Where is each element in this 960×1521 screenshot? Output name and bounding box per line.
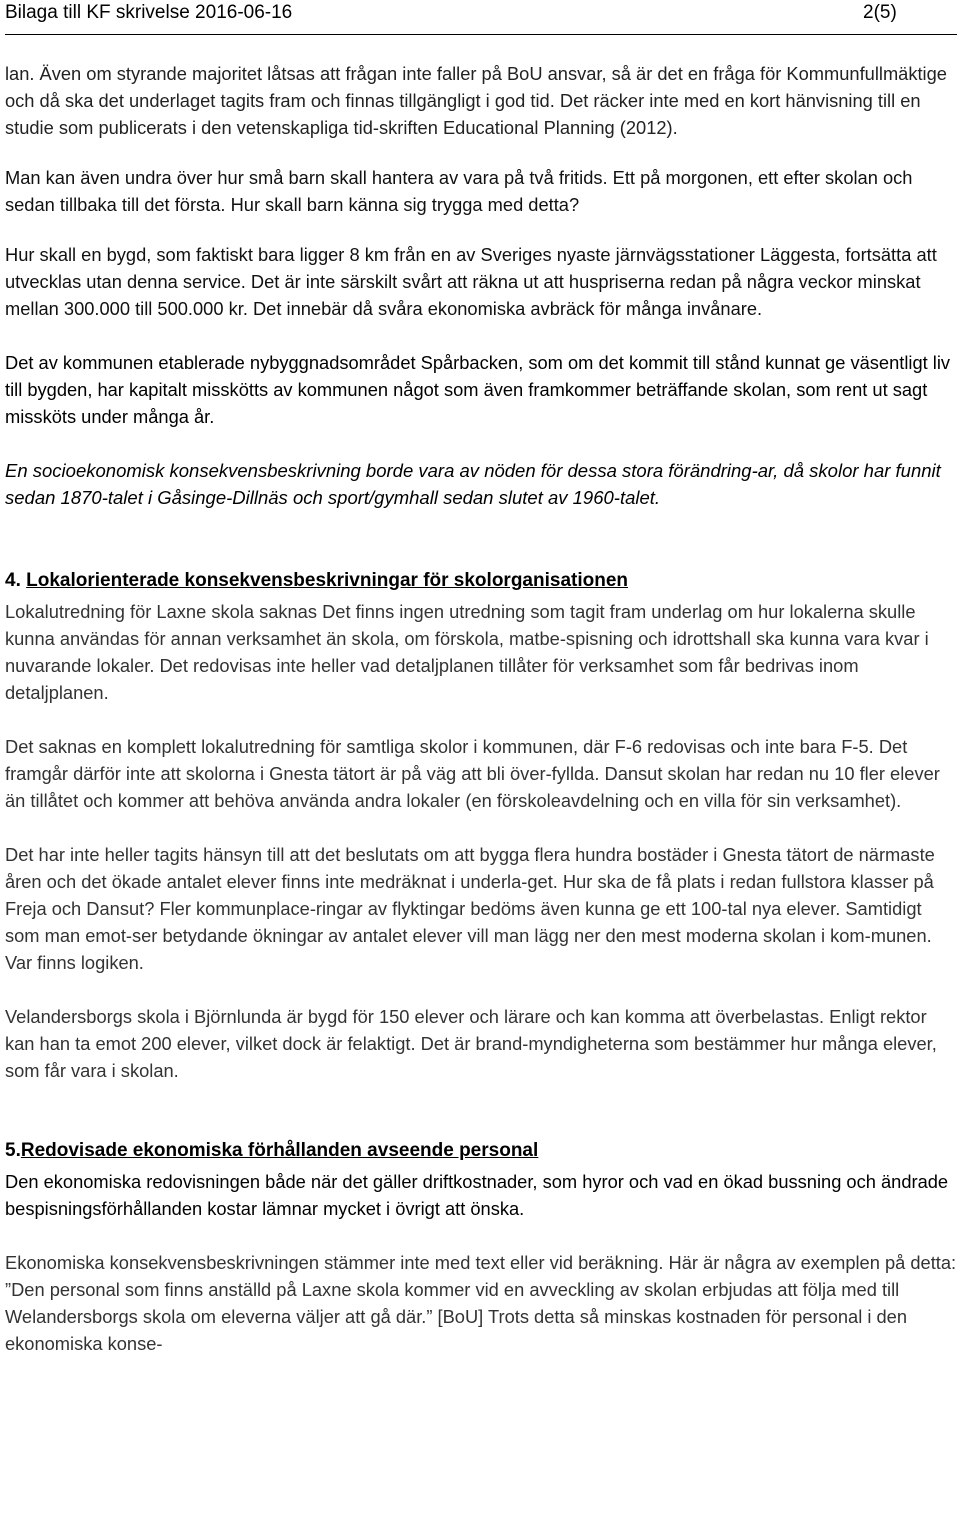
paragraph-9: Velandersborgs skola i Björnlunda är bygd för 150 elever och lärare och kan komma att överbelastas. Enligt rektor kan han ta emot 200 elever, vilket dock är felaktigt. Det är brand-myndigheterna som bestämmer hur många elever, som får vara i skolan.	[5, 1006, 937, 1081]
paragraph-2: Man kan även undra över hur små barn skall hantera av vara på två fritids. Ett på morgonen, ett efter skolan och sedan tillbaka till det första. Hur skall barn känna sig trygga med detta?	[5, 167, 913, 215]
page-header	[5, 0, 957, 35]
section-number: 4.	[5, 570, 21, 591]
section-heading-4	[5, 567, 957, 594]
section-number: 5.	[5, 1140, 21, 1161]
section-heading-5	[5, 1137, 957, 1164]
section-title: Lokalorienterade konsekvensbeskrivningar för skolorganisationen	[26, 570, 628, 591]
paragraph-5-italic: En socioekonomisk konsekvensbeskrivning borde vara av nöden för dessa stora förändring-ar, då skolor har funnit sedan 1870-talet i Gåsinge-Dillnäs och sport/gymhall sedan slutet av 1960-talet.	[5, 460, 941, 508]
page-number: 2(5)	[863, 2, 897, 23]
paragraph-8: Det har inte heller tagits hänsyn till att det beslutats om att bygga flera hundra bostäder i Gnesta tätort de närmaste åren och det ökade antalet elever finns inte medräknat i underla-get. Hur ska de få plats i redan fullstora klasser på Freja och Dansut? Fler kommunplace-ringar av flyktingar bedöms även kunna ge ett 100-tal nya elever. Samtidigt som man emot-ser betydande ökningar av antalet elever vill man lägg ner den mest moderna skolan i kom-munen. Var finns logiken.	[5, 844, 935, 973]
document-body	[5, 60, 957, 1357]
paragraph-11: Ekonomiska konsekvensbeskrivningen stämmer inte med text eller vid beräkning. Här är några av exemplen på detta: ”Den personal som finns anställd på Laxne skola kommer vid en avveckling av skolan erbjudas att följa med till Welandersborgs skola om eleverna väljer att gå där.” [BoU] Trots detta så minskas kostnaden för personal i den ekonomiska konse-	[5, 1252, 957, 1354]
paragraph-3: Hur skall en bygd, som faktiskt bara ligger 8 km från en av Sveriges nyaste järnvägsstationer Läggesta, fortsätta att utvecklas utan denna service. Det är inte särskilt svårt att räkna ut att huspriserna redan på några veckor minskat mellan 300.000 till 500.000 kr. Det innebär då svåra ekonomiska avbräck för många invånare.	[5, 244, 937, 319]
paragraph-1: lan. Även om styrande majoritet låtsas att frågan inte faller på BoU ansvar, så är det en fråga för Kommunfullmäktige och då ska det underlaget tagits fram och finnas tillgängligt i god tid. Det räcker inte med en kort hänvisning till en studie som publicerats i den vetenskapliga tid-skriften Educational Planning (2012).	[5, 63, 947, 138]
paragraph-7: Det saknas en komplett lokalutredning för samtliga skolor i kommunen, där F-6 redovisas och inte bara F-5. Det framgår därför inte att skolorna i Gnesta tätort är på väg att bli över-fyllda. Dansut skolan har redan nu 10 fler elever än tillåtet och kommer att behöva använda andra lokaler (en förskoleavdelning och en villa för sin verksamhet).	[5, 736, 940, 811]
section-title: Redovisade ekonomiska förhållanden avseende personal	[20, 1140, 539, 1161]
paragraph-4: Det av kommunen etablerade nybyggnadsområdet Spårbacken, som om det kommit till stånd kunnat ge väsentligt liv till bygden, har kapitalt misskötts av kommunen något som även framkommer beträffande skolan, som rent ut sagt missköts under många år.	[5, 352, 951, 427]
paragraph-6: Lokalutredning för Laxne skola saknas Det finns ingen utredning som tagit fram underlag om hur lokalerna skulle kunna användas för annan verksamhet än skola, om förskola, matbe-spisning och idrottshall ska kunna vara kvar i nuvarande lokaler. Det redovisas inte heller vad detaljplanen tillåter för verksamhet som får bedrivas inom detaljplanen.	[5, 601, 929, 703]
paragraph-10: Den ekonomiska redovisningen både när det gäller driftkostnader, som hyror och vad en ökad bussning och ändrade bespisningsförhållanden kostar lämnar mycket i övrigt att önska.	[5, 1171, 949, 1219]
header-title: Bilaga till KF skrivelse 2016-06-16	[5, 2, 293, 23]
